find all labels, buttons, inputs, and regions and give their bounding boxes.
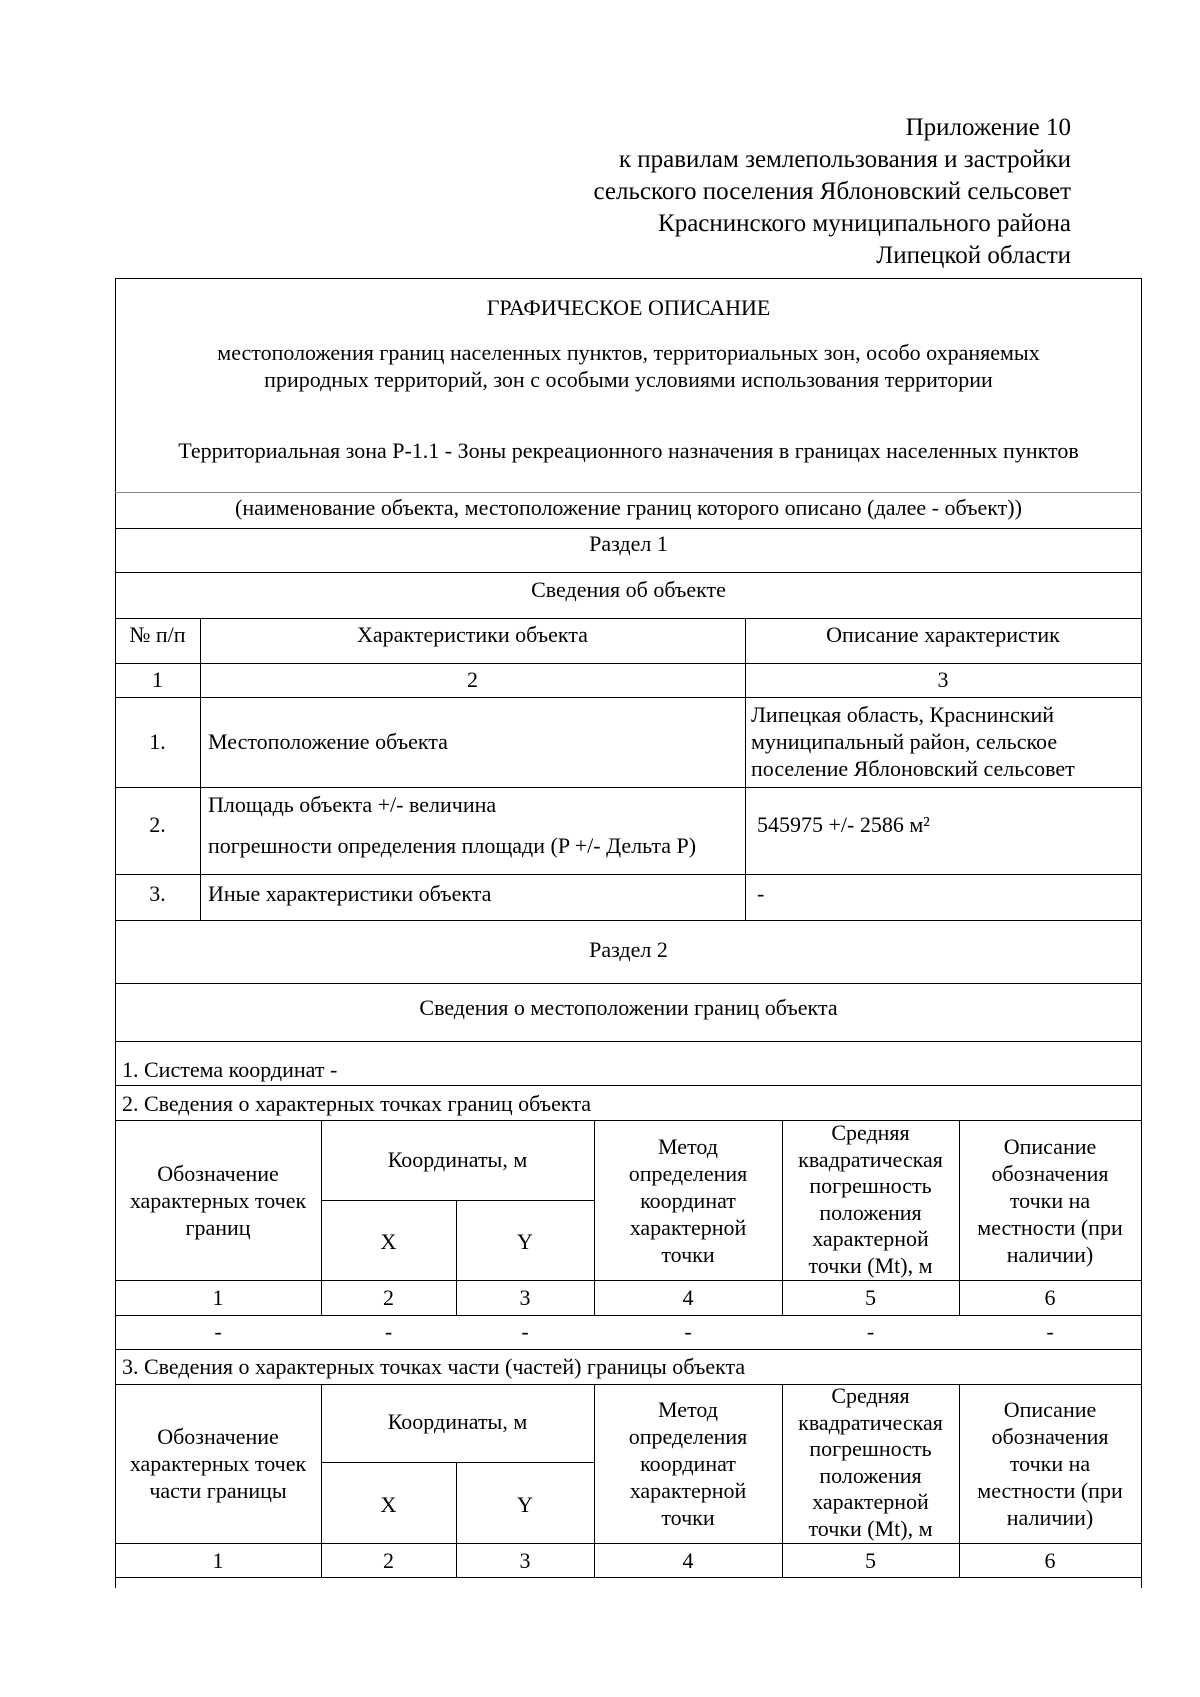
header-line: местности (при	[977, 1215, 1123, 1240]
description-text: 545975 +/- 2586 м²	[757, 812, 930, 837]
column-number: 2	[383, 1548, 394, 1573]
object-name: Территориальная зона Р-1.1 - Зоны рекреационного назначения в границах населенных пунктов	[178, 438, 1079, 463]
divider	[115, 572, 1142, 573]
x-header: X	[380, 1492, 397, 1517]
method-header	[594, 1133, 782, 1268]
error-header	[782, 1383, 959, 1542]
column-number: 6	[1044, 1548, 1056, 1573]
divider	[115, 1315, 1142, 1316]
header-line: положения	[819, 1199, 922, 1225]
characteristic-text: погрешности определения площади (P +/- Дельта P)	[208, 833, 697, 858]
header-line: обозначения	[991, 1161, 1109, 1186]
table-cell: -	[521, 1319, 529, 1344]
column-number: 6	[1044, 1285, 1056, 1310]
table-cell: -	[684, 1319, 692, 1344]
characteristic-text: Иные характеристики объекта	[208, 881, 492, 906]
table-cell: -	[384, 1319, 393, 1344]
column-number: 4	[682, 1285, 694, 1310]
divider	[115, 492, 1142, 493]
column-number: 2	[383, 1285, 394, 1310]
divider	[321, 1462, 594, 1463]
column-number: 5	[865, 1285, 876, 1310]
divider	[115, 618, 1142, 619]
header-line: характерной	[812, 1226, 929, 1251]
document-header	[594, 112, 1072, 272]
coords-header: Координаты, м	[387, 1409, 528, 1434]
header-line: точки	[661, 1505, 715, 1530]
header-line: точки (Mt), м	[808, 1515, 933, 1541]
section1-label: Раздел 1	[589, 531, 668, 556]
section2-heading: Сведения о местоположении границ объекта	[419, 995, 838, 1020]
divider	[115, 663, 1142, 664]
header-line: Средняя	[831, 1120, 910, 1145]
characteristic-text: Площадь объекта +/- величина	[208, 792, 497, 817]
divider	[321, 1200, 594, 1201]
table-cell: -	[866, 1319, 875, 1344]
header-line: местности (при	[977, 1478, 1123, 1503]
header-line: Описание	[1003, 1134, 1097, 1159]
divider	[115, 1120, 1142, 1121]
header-line: части границы	[149, 1478, 287, 1503]
section2-label: Раздел 2	[589, 937, 668, 962]
column-number: 1	[212, 1285, 224, 1310]
y-header: Y	[517, 1229, 533, 1254]
divider	[115, 920, 1142, 921]
column-number: 3	[519, 1285, 531, 1310]
method-header	[594, 1396, 782, 1531]
header-line: характерной	[629, 1478, 747, 1503]
header-line: к правилам землепользования и застройки	[618, 146, 1071, 173]
header-line: координат	[640, 1451, 736, 1476]
header-line: Приложение 10	[905, 114, 1071, 141]
document-title: ГРАФИЧЕСКОЕ ОПИСАНИЕ	[486, 295, 771, 320]
document-subtitle-line: местоположения границ населенных пунктов, территориальных зон, особо охраняемых	[217, 340, 1040, 365]
parts-col1-header	[115, 1423, 321, 1504]
header-line: Метод	[658, 1397, 718, 1422]
description-header	[959, 1133, 1141, 1268]
description-text: поселение Яблоновский сельсовет	[751, 756, 1075, 781]
description-text: -	[757, 881, 765, 906]
table-border-bottom	[115, 1577, 1142, 1578]
column-number: 3	[519, 1548, 531, 1573]
header-line: положения	[819, 1462, 922, 1488]
coord-system: 1. Система координат -	[122, 1057, 338, 1082]
table-border-right	[1141, 278, 1142, 1588]
header-line: точки (Mt), м	[808, 1252, 933, 1278]
header-line: координат	[640, 1188, 736, 1213]
divider	[115, 1085, 1142, 1086]
header-line: погрешность	[809, 1173, 932, 1198]
error-header	[782, 1120, 959, 1279]
header-line: точки на	[1009, 1451, 1091, 1476]
parts-heading: 3. Сведения о характерных точках части (частей) границы объекта	[122, 1354, 746, 1379]
characteristic-text: Местоположение объекта	[208, 729, 448, 754]
column-header: № п/п	[129, 622, 186, 647]
table-cell: -	[214, 1319, 222, 1344]
header-line: границ	[185, 1215, 251, 1240]
header-line: точки на	[1009, 1188, 1091, 1213]
header-line: квадратическая	[798, 1409, 943, 1435]
header-line: точки	[661, 1242, 715, 1267]
header-line: Средняя	[831, 1383, 910, 1408]
divider	[115, 1041, 1142, 1042]
description-text: муниципальный район, сельское	[751, 729, 1058, 754]
header-line: характерных точек	[129, 1451, 307, 1476]
divider	[115, 787, 1142, 788]
table-border-top	[115, 278, 1142, 279]
column-number: 1	[212, 1548, 224, 1573]
table-border-left	[115, 278, 116, 1588]
header-line: наличии)	[1006, 1505, 1094, 1530]
divider	[200, 618, 201, 920]
header-line: наличии)	[1006, 1242, 1094, 1267]
row-number: 1.	[149, 729, 166, 754]
object-name-caption: (наименование объекта, местоположение границ которого описано (далее - объект))	[235, 495, 1022, 520]
header-line: характерных точек	[129, 1188, 307, 1213]
divider	[745, 618, 746, 920]
description-text: Липецкая область, Краснинский	[751, 702, 1055, 727]
document-subtitle-line: природных территорий, зон с особыми условиями использования территории	[264, 367, 993, 392]
column-number: 3	[937, 667, 949, 692]
column-header: Описание характеристик	[826, 622, 1060, 647]
points-heading: 2. Сведения о характерных точках границ объекта	[122, 1091, 591, 1116]
header-line: квадратическая	[798, 1146, 943, 1172]
divider	[115, 1543, 1142, 1544]
column-number: 2	[467, 667, 478, 692]
description-header	[959, 1396, 1141, 1531]
header-line: сельского поселения Яблоновский сельсовет	[593, 178, 1071, 205]
y-header: Y	[517, 1492, 533, 1517]
header-line: Краснинского муниципального района	[658, 210, 1071, 237]
header-line: характерной	[812, 1489, 929, 1514]
x-header: X	[380, 1229, 397, 1254]
row-number: 2.	[149, 812, 166, 837]
column-number: 1	[152, 667, 163, 692]
header-line: погрешность	[809, 1436, 932, 1461]
column-header: Характеристики объекта	[357, 622, 588, 647]
divider	[115, 874, 1142, 875]
divider	[115, 528, 1142, 529]
divider	[115, 1280, 1142, 1281]
header-line: обозначения	[991, 1424, 1109, 1449]
divider	[115, 1384, 1142, 1385]
header-line: Обозначение	[157, 1424, 279, 1449]
header-line: Описание	[1003, 1397, 1097, 1422]
section1-heading: Сведения об объекте	[531, 577, 726, 602]
column-number: 4	[682, 1548, 694, 1573]
row-number: 3.	[149, 881, 166, 906]
header-line: Обозначение	[157, 1161, 279, 1186]
header-line: определения	[628, 1161, 748, 1186]
coords-header: Координаты, м	[387, 1147, 528, 1172]
header-line: Липецкой области	[876, 242, 1071, 269]
table-cell: -	[1046, 1319, 1054, 1344]
divider	[115, 1349, 1142, 1350]
divider	[115, 983, 1142, 984]
header-line: Метод	[658, 1134, 718, 1159]
header-line: характерной	[629, 1215, 747, 1240]
column-number: 5	[865, 1548, 876, 1573]
header-line: определения	[628, 1424, 748, 1449]
points-col1-header	[115, 1160, 321, 1241]
divider	[115, 697, 1142, 698]
